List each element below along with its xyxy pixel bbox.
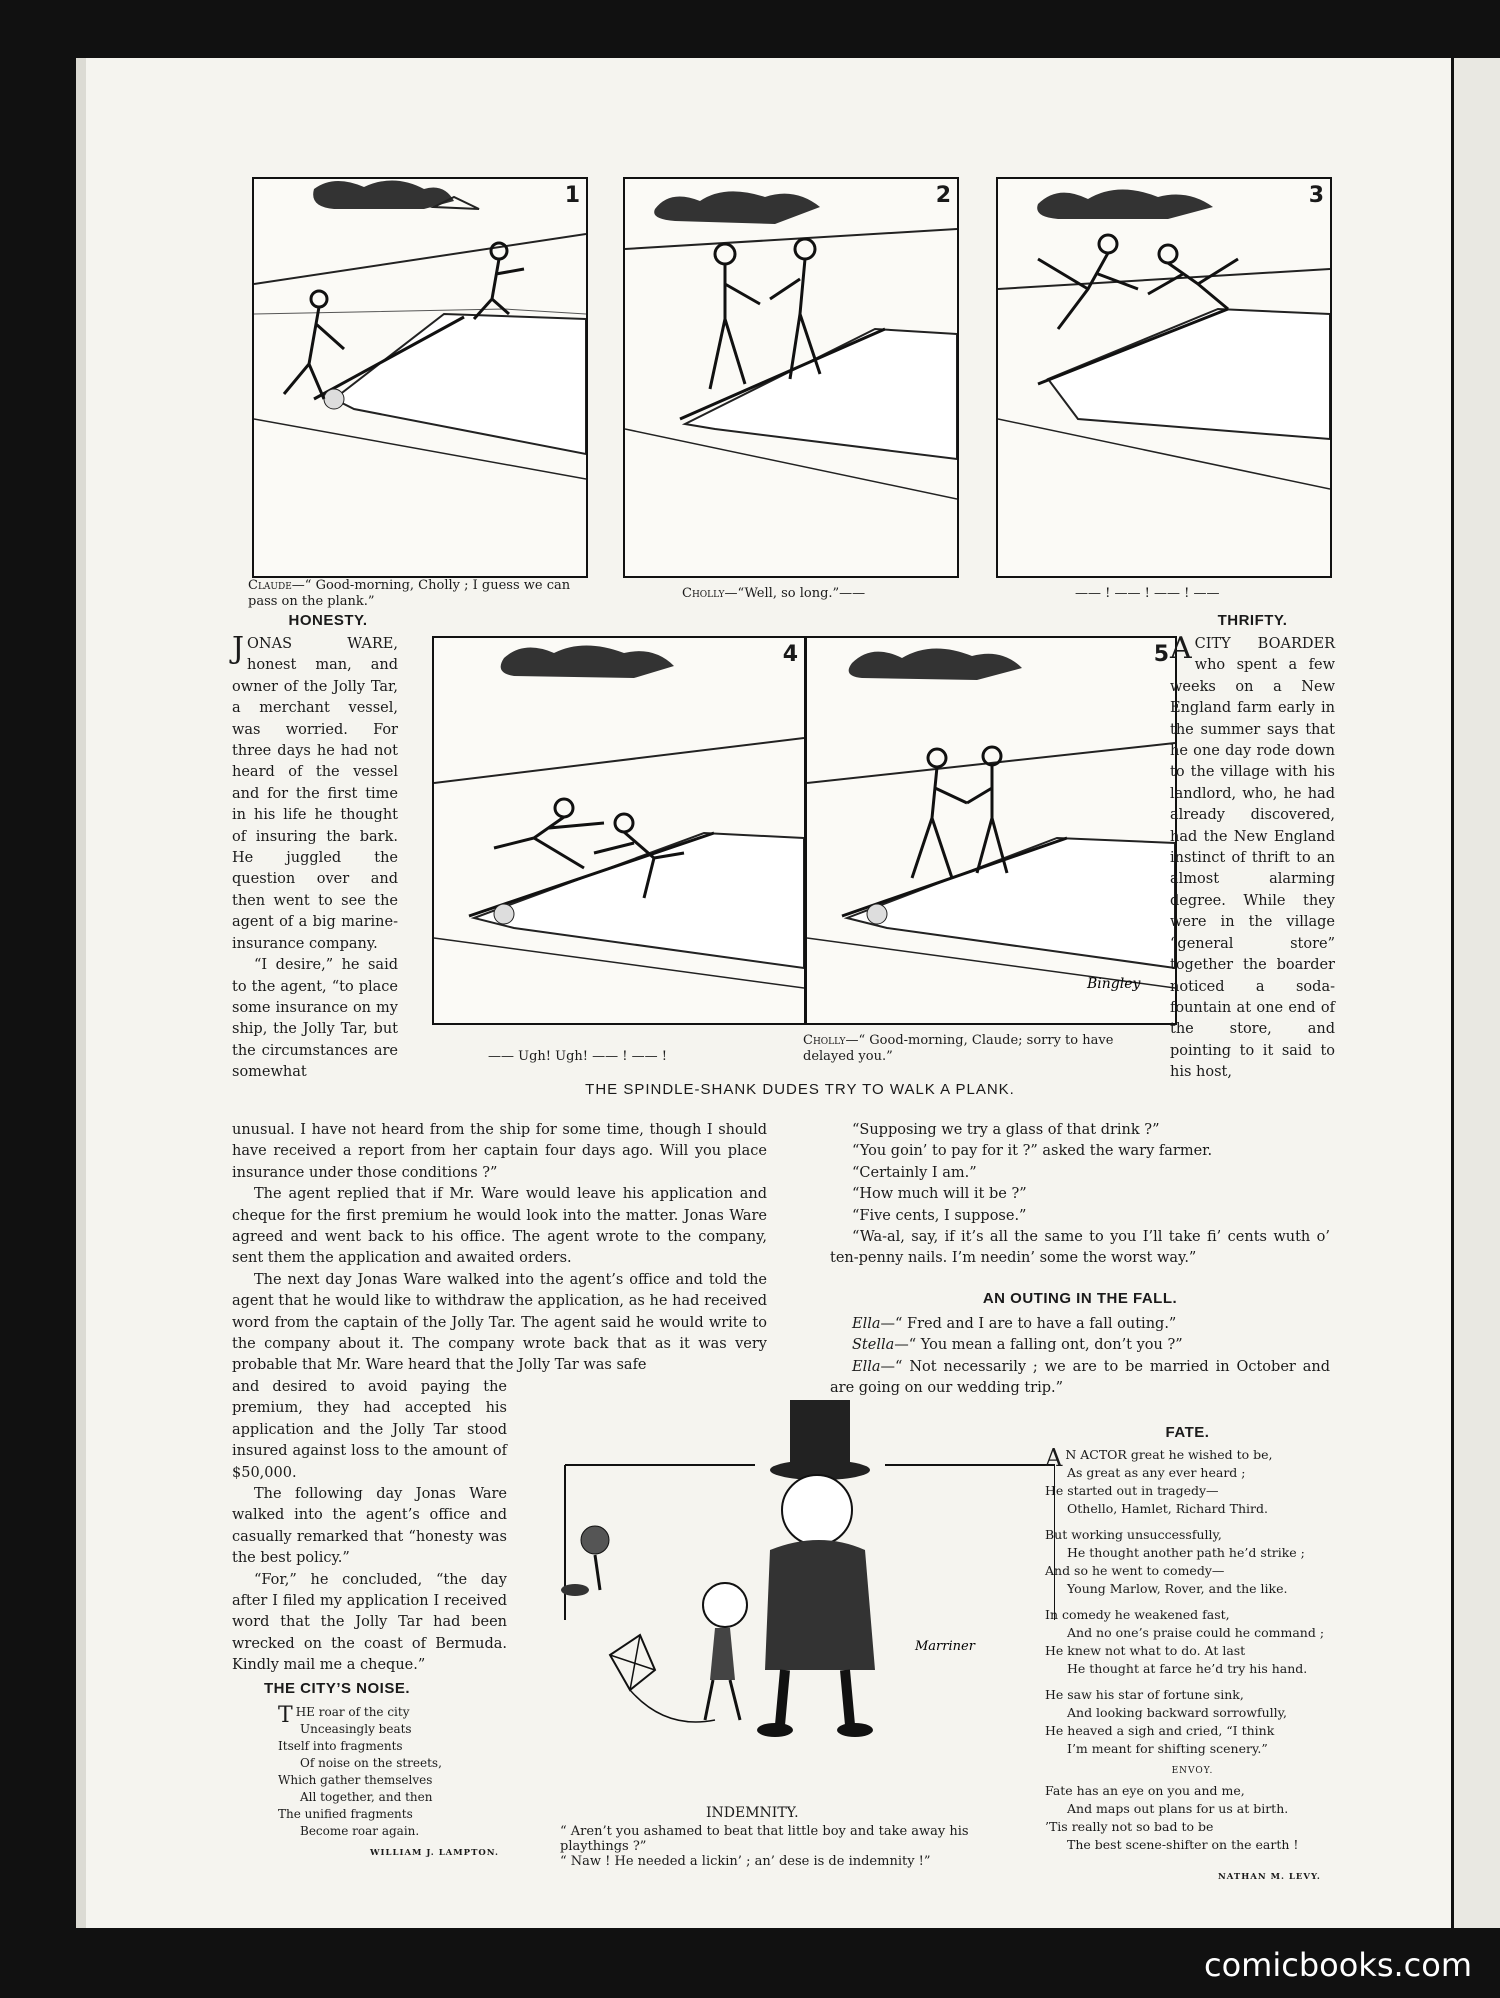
comic-panel-5 (805, 636, 1177, 1025)
noise-author: WILLIAM J. LAMPTON. (370, 1848, 499, 1858)
comic-panel-1 (252, 177, 588, 578)
panel-3-caption: —— ! —— ! —— ! —— (1075, 586, 1220, 601)
panel-number: 1 (564, 183, 580, 208)
fate-poem: A N ACTOR great he wished to be, As great as any ever heard ; He started out in tragedy— Othello, Hamlet, Richard Third. But working unsuccessfully, He thought another path he’d strike ; And so he went to comedy— Young Marlow, Rover, and the like. In comedy he weakened fast, And no one’s praise could he command ; He knew not what to do. At last He thought at farce he’d try his hand. He saw his star of fortune sink, And looking backward sorrowfully, He heaved a sigh and cried, “I think I’m meant for shifting scenery.” ENVOY. Fate has an eye on you and me, And maps out plans for us at birth. ’Tis really not so bad to be The best scene-shifter on the earth ! (1045, 1446, 1340, 1854)
cartoon-artist-signature: Marriner (915, 1639, 975, 1654)
panel-1-caption: Claude—“ Good-morning, Cholly ; I guess we can pass on the plank.” (248, 578, 571, 609)
panel-5-drawing (807, 638, 1175, 1023)
comic-panel-2 (623, 177, 959, 578)
honesty-narrow-column: JONAS WARE, honest man, and owner of the Jolly Tar, a merchant vessel, was worried. For three days he had not heard of the vessel and for the first time in his life he thought of insuring the bark. He juggled the question over and then went to see the agent of a big marine-insurance company. “I desire,” he said to the agent, “to place some insurance on my ship, the Jolly Tar, but the circumstances are somewhat (232, 631, 398, 1081)
facing-page-edge (1451, 58, 1500, 1928)
page-gutter (76, 58, 86, 1928)
comic-panel-4 (432, 636, 806, 1025)
indemnity-cartoon (555, 1380, 1055, 1780)
thrifty-narrow-column: ACITY BOARDER who spent a few weeks on a New England farm early in the summer says that he one day rode down to the village with his landlord, who, he had already discovered, had the New England instinct of thrift to an almost alarming degree. While they were in the village “general store” together the boarder noticed a soda-fountain at one end of the store, and pointing to it said to his host, (1170, 631, 1335, 1081)
panel-1-drawing (254, 179, 586, 576)
honesty-wide-column: unusual. I have not heard from the ship for some time, though I should have received a report from her captain four days ago. Will you place insurance under those conditions ?” The agent replied that if Mr. Ware would leave his application and cheque for the first premium he would look into the matter. Jonas Ware agreed and went back to his office. The agent wrote to the company, sent them the application and awaited orders. The next day Jonas Ware walked into the agent’s office and told the agent that he would like to withdraw the application, as he had received word from the captain of the Jolly Tar. The agent said he would write to the company about it. The company wrote back that as it was very probable that Mr. Ware heard that the Jolly Tar was safe (232, 1122, 767, 1374)
honesty-lower-column: and desired to avoid paying the premium, they had accepted his application and the Jolly Tar stood insured against loss to the amount of $50,000. The following day Jonas Ware walked into the agent’s office and casually remarked that “honesty was the best policy.” “For,” he concluded, “the day after I filed my application I received word that the Jolly Tar had been wrecked on the coast of Bermuda. Kindly mail me a cheque.” (232, 1379, 507, 1674)
comic-panel-3 (996, 177, 1332, 578)
panel-number: 5 (1153, 642, 1169, 667)
indemnity-drawing (555, 1380, 1055, 1780)
dropcap: A (1170, 631, 1192, 666)
noise-poem: THE roar of the city Unceasingly beats Itself into fragments Of noise on the streets, Which gather themselves All together, and then The unified fragments Become roar again. (278, 1703, 442, 1838)
strip-artist-signature: Bingley (1087, 976, 1141, 992)
panel-number: 3 (1308, 183, 1324, 208)
indemnity-title: INDEMNITY. (706, 1805, 799, 1821)
envoy-label: ENVOY. (1171, 1766, 1214, 1776)
panel-number: 2 (935, 183, 951, 208)
panel-5-caption: Cholly—“ Good-morning, Claude; sorry to have delayed you.” (803, 1033, 1114, 1064)
panel-2-drawing (625, 179, 957, 576)
panel-4-drawing (434, 638, 804, 1023)
panel-2-caption: Cholly—“Well, so long.”—— (682, 586, 866, 601)
panel-3-drawing (998, 179, 1330, 576)
panel-number: 4 (782, 642, 798, 667)
noise-heading: THE CITY’S NOISE. (264, 1680, 411, 1697)
outing-dialogue: Ella—“ Fred and I are to have a fall outing.” Stella—“ You mean a falling ont, don’t you ?” Ella—“ Not necessarily ; we are to be married in October and are going on our wedding trip.” (830, 1316, 1330, 1397)
thrifty-heading: THRIFTY. (1217, 612, 1288, 629)
panel-4-caption: —— Ugh! Ugh! —— ! —— ! (488, 1049, 667, 1064)
honesty-heading: HONESTY. (288, 612, 368, 629)
dropcap: J (232, 631, 245, 666)
indemnity-caption: “ Aren’t you ashamed to beat that little boy and take away his playthings ?” “ Naw ! He needed a lickin’ ; an’ dese is de indemnity !” (560, 1824, 969, 1869)
site-watermark: comicbooks.com (1203, 1946, 1472, 1984)
thrifty-dialogue: “Supposing we try a glass of that drink ?” “You goin’ to pay for it ?” asked the wary farmer. “Certainly I am.” “How much will it be ?” “Five cents, I suppose.” “Wa-al, say, if it’s all the same to you I’ll take fi’ cents wuth o’ ten-penny nails. I’m needin’ some the worst way.” (830, 1122, 1330, 1267)
fate-author: NATHAN M. LEVY. (1218, 1872, 1321, 1882)
outing-heading: AN OUTING IN THE FALL. (982, 1290, 1178, 1307)
strip-title: THE SPINDLE-SHANK DUDES TRY TO WALK A PLANK. (585, 1081, 1015, 1098)
fate-heading: FATE. (1165, 1424, 1210, 1441)
